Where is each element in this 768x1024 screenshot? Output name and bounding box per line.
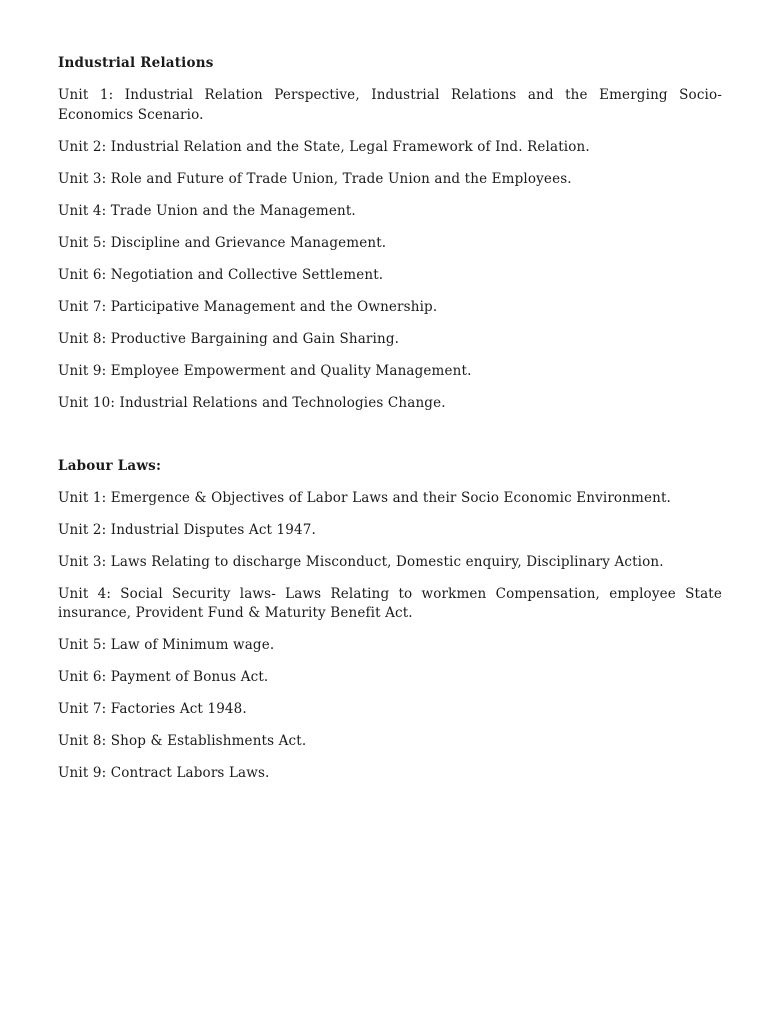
section-industrial-relations	[58, 54, 722, 413]
section-heading: Industrial Relations	[58, 55, 214, 71]
unit-item: Unit 8: Shop & Establishments Act.	[58, 733, 307, 749]
unit-list	[58, 86, 722, 413]
unit-item: Unit 2: Industrial Relation and the State, Legal Framework of Ind. Relation.	[58, 138, 590, 155]
unit-item: Unit 7: Factories Act 1948.	[58, 701, 247, 717]
unit-item: Unit 5: Law of Minimum wage.	[58, 637, 275, 653]
unit-item: Unit 5: Discipline and Grievance Management.	[58, 234, 387, 251]
unit-item: Unit 3: Role and Future of Trade Union, Trade Union and the Employees.	[58, 170, 572, 187]
unit-item: Unit 1: Emergence & Objectives of Labor Laws and their Socio Economic Environment.	[58, 489, 671, 506]
unit-item: Unit 4: Social Security laws- Laws Relating to workmen Compensation, employee State insurance, Provident Fund & Maturity Benefit Act.	[58, 585, 722, 621]
unit-item: Unit 10: Industrial Relations and Technologies Change.	[58, 394, 446, 411]
unit-item: Unit 8: Productive Bargaining and Gain Sharing.	[58, 330, 400, 347]
unit-item: Unit 2: Industrial Disputes Act 1947.	[58, 521, 316, 538]
unit-item: Unit 6: Negotiation and Collective Settlement.	[58, 266, 384, 283]
unit-item: Unit 4: Trade Union and the Management.	[58, 202, 356, 219]
section-spacer	[58, 426, 722, 457]
unit-item: Unit 7: Participative Management and the Ownership.	[58, 298, 438, 315]
unit-item: Unit 9: Employee Empowerment and Quality Management.	[58, 362, 472, 379]
unit-item: Unit 3: Laws Relating to discharge Misconduct, Domestic enquiry, Disciplinary Action.	[58, 553, 664, 570]
unit-item: Unit 6: Payment of Bonus Act.	[58, 669, 269, 685]
unit-item: Unit 1: Industrial Relation Perspective, Industrial Relations and the Emerging Socio-Economics Scenario.	[58, 87, 722, 123]
section-heading: Labour Laws:	[58, 457, 162, 474]
section-labour-laws	[58, 457, 722, 784]
unit-item: Unit 9: Contract Labors Laws.	[58, 765, 270, 781]
unit-list	[58, 489, 722, 784]
document-page	[58, 54, 722, 796]
